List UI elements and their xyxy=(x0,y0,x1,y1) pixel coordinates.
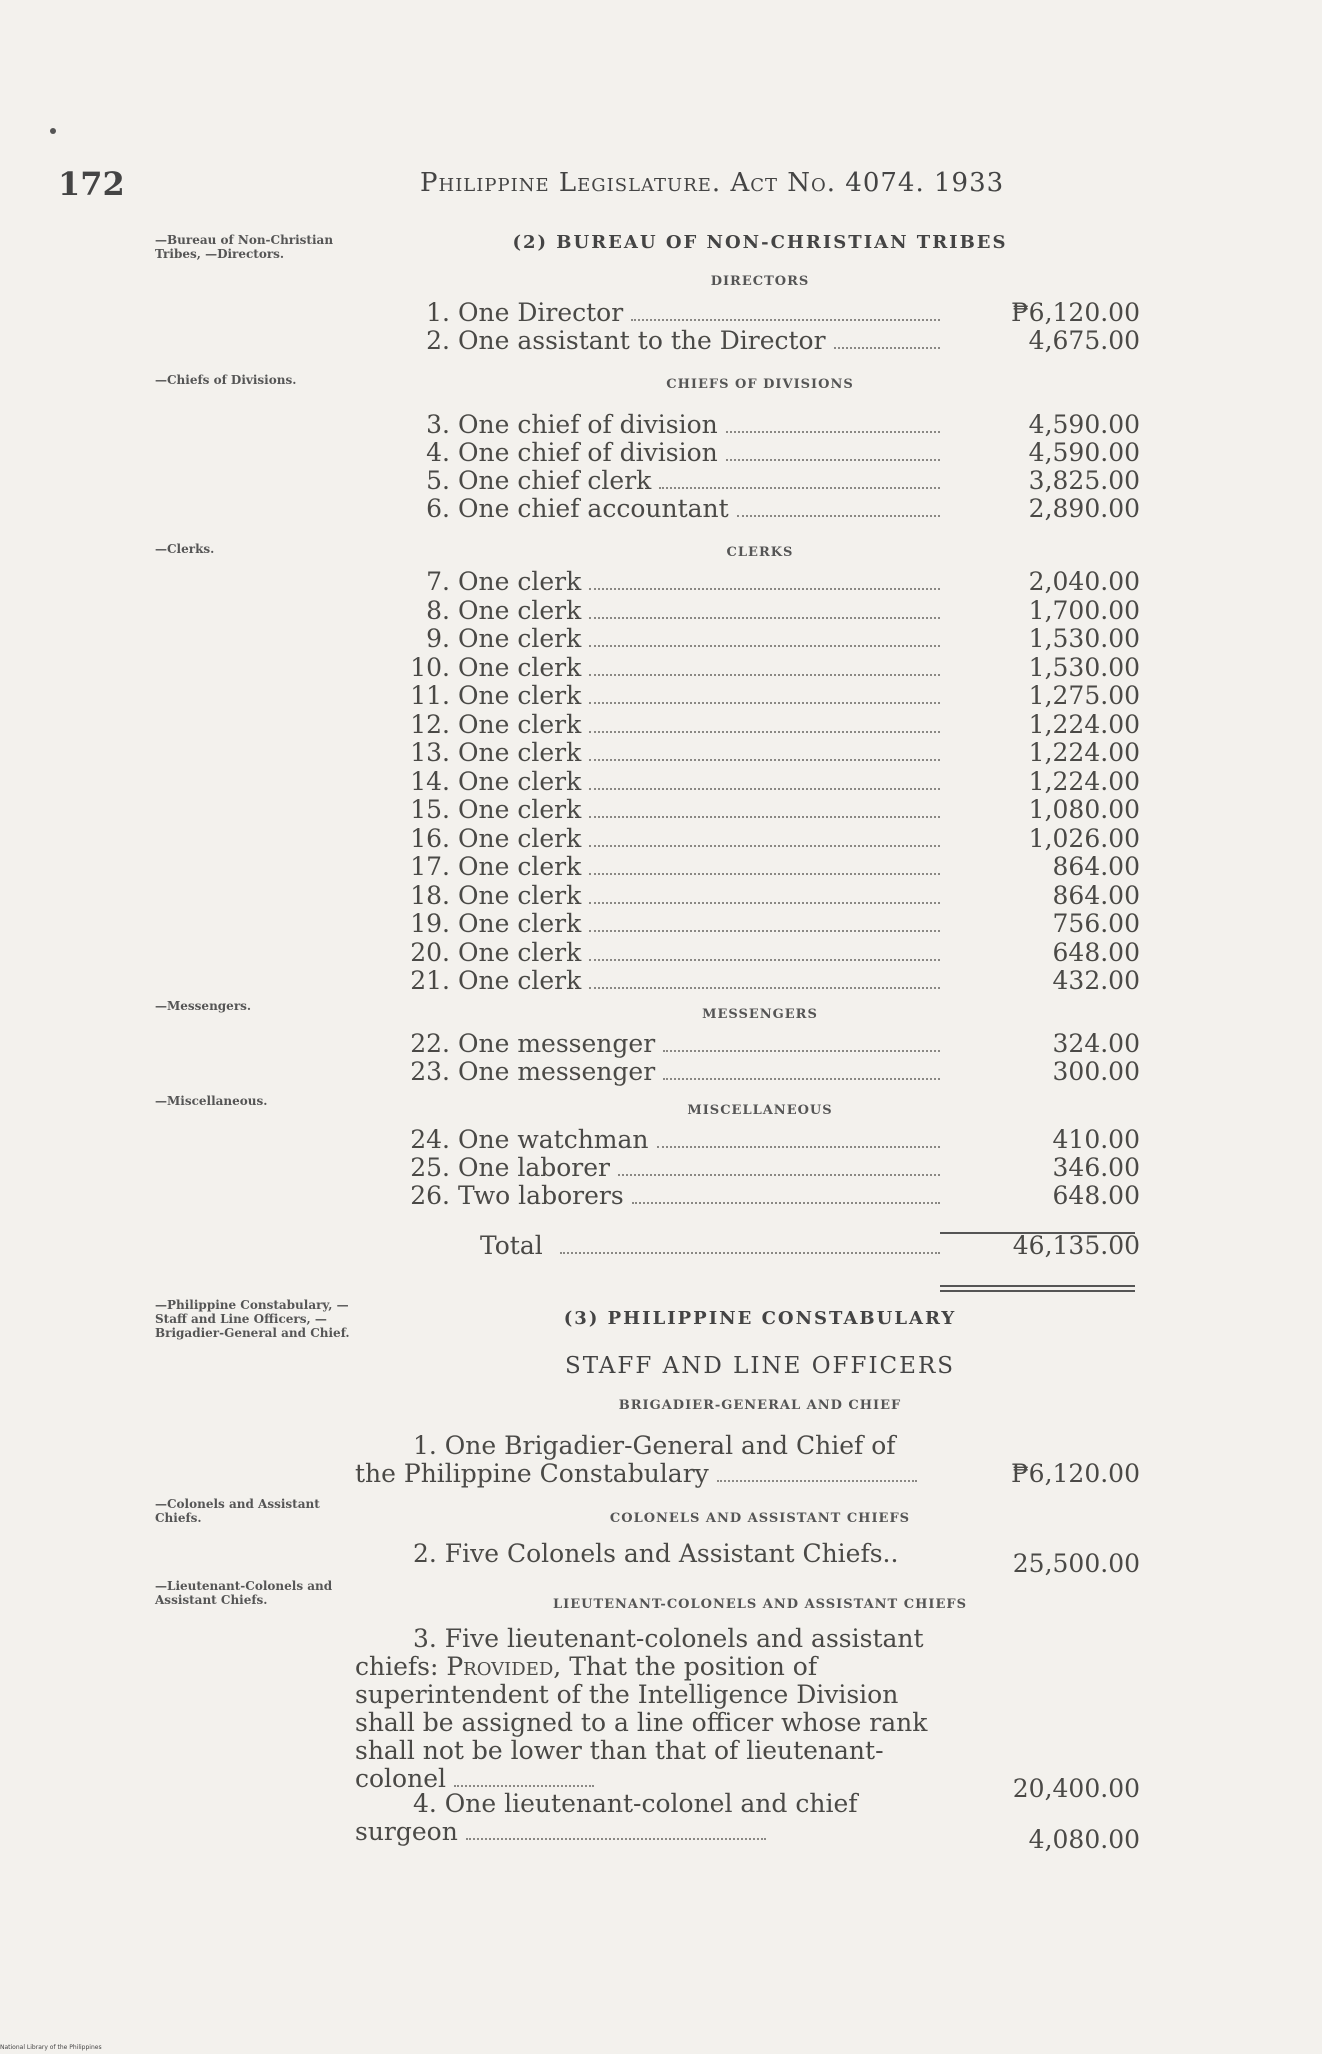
item-ltcolonels-amount: 20,400.00 xyxy=(1012,1774,1140,1803)
dot-leader xyxy=(589,731,940,733)
heading-messengers: MESSENGERS xyxy=(702,1007,818,1022)
line-item xyxy=(400,299,1140,327)
item-brigadier xyxy=(355,1432,1140,1492)
line-item-description: One chief accountant xyxy=(458,494,729,523)
leader xyxy=(717,1480,917,1482)
margin-note-bureau: —Bureau of Non-Christian Tribes, —Directors. xyxy=(155,233,334,261)
leader xyxy=(454,1785,594,1787)
line-item-description: One clerk xyxy=(458,966,582,995)
line-item-description: One chief of division xyxy=(458,438,718,467)
line-item-amount: 1,275.00 xyxy=(1028,681,1140,710)
heading-brigadier: BRIGADIER-GENERAL AND CHIEF xyxy=(618,1398,902,1413)
line-item-number: 16. xyxy=(410,823,450,853)
margin-note-constabulary: —Philippine Constabulary, —Staff and Line Officers, —Brigadier-General and Chief. xyxy=(155,1298,350,1340)
dot-leader xyxy=(657,1146,940,1148)
line-item-description: One clerk xyxy=(458,823,582,853)
line-item-description: One clerk xyxy=(458,567,582,596)
line-item xyxy=(400,910,1140,938)
line-item-number: 25. xyxy=(410,1153,450,1182)
line-item-number: 5. xyxy=(426,466,450,495)
item-ltcolonels xyxy=(355,1624,1140,1803)
line-item-amount: 2,040.00 xyxy=(1028,567,1140,596)
margin-note-messengers: —Messengers. xyxy=(155,999,252,1013)
line-item-amount: 3,825.00 xyxy=(1028,466,1140,495)
line-item-number: 17. xyxy=(410,852,450,881)
line-item xyxy=(400,682,1140,710)
line-item-amount: 4,590.00 xyxy=(1028,438,1140,467)
line-item-number: 1. xyxy=(426,298,450,327)
line-item-number: 4. xyxy=(426,438,450,467)
line-item-amount: 864.00 xyxy=(1052,880,1140,910)
subtitle-staff-line: STAFF AND LINE OFFICERS xyxy=(564,1353,956,1379)
line-item-amount: 1,530.00 xyxy=(1028,652,1140,682)
line-item-number: 13. xyxy=(410,738,450,767)
margin-note-clerks: —Clerks. xyxy=(155,542,215,556)
total-label: Total xyxy=(480,1231,543,1260)
total-row xyxy=(400,1232,1140,1260)
line-item xyxy=(400,939,1140,967)
line-item xyxy=(400,768,1140,796)
dot-leader xyxy=(663,1050,940,1052)
line-item xyxy=(400,625,1140,653)
line-item-description: One laborer xyxy=(458,1153,610,1182)
line-item-number: 10. xyxy=(410,652,450,682)
line-item-number: 3. xyxy=(426,410,450,439)
line-item xyxy=(400,1182,1140,1210)
line-item xyxy=(400,568,1140,596)
line-item-amount: 2,890.00 xyxy=(1028,494,1140,523)
item-surgeon-amount: 4,080.00 xyxy=(1028,1825,1140,1854)
item-ltcolonels-text: 3. Five lieutenant-colonels and assistant chiefs: Provided, That the position of superintendent of the Intelligence Division shall be assigned to a line officer whose rank shall not be lower than that of lieutenant-colonel xyxy=(355,1624,928,1793)
section-title-constabulary: (3) PHILIPPINE CONSTABULARY xyxy=(563,1308,957,1329)
line-item xyxy=(400,495,1140,523)
line-item-amount: 648.00 xyxy=(1052,1181,1140,1210)
dot-leader xyxy=(618,1174,940,1176)
line-item-amount: 756.00 xyxy=(1052,909,1140,938)
line-item-number: 21. xyxy=(410,966,450,995)
line-item-number: 14. xyxy=(410,766,450,796)
line-item xyxy=(400,1154,1140,1182)
line-item-amount: 1,080.00 xyxy=(1028,795,1140,824)
line-item-description: One clerk xyxy=(458,880,582,910)
heading-clerks: CLERKS xyxy=(726,545,794,560)
line-item-description: One clerk xyxy=(458,738,582,767)
dot-leader xyxy=(589,816,940,818)
dot-leader xyxy=(834,347,940,349)
line-item-number: 24. xyxy=(410,1125,450,1154)
line-item-description: One watchman xyxy=(458,1125,649,1154)
dot-leader xyxy=(589,930,940,932)
line-item xyxy=(400,711,1140,739)
line-item-description: One chief clerk xyxy=(458,466,652,495)
dot-leader xyxy=(589,788,940,790)
line-item-amount: 1,700.00 xyxy=(1028,595,1140,625)
total-rule-bottom-2 xyxy=(940,1290,1135,1292)
line-item-amount: 864.00 xyxy=(1052,852,1140,881)
line-item-description: One clerk xyxy=(458,909,582,938)
line-item xyxy=(400,1058,1140,1086)
line-item-number: 12. xyxy=(410,709,450,739)
margin-note-chiefs: —Chiefs of Divisions. xyxy=(155,373,297,387)
line-item xyxy=(400,597,1140,625)
item-brigadier-text: 1. One Brigadier-General and Chief of the Philippine Constabulary xyxy=(355,1432,940,1488)
running-head: Philippine Legislature. Act No. 4074. 1933 xyxy=(420,168,1005,198)
line-item-number: 23. xyxy=(410,1057,450,1086)
total-rule-bottom-1 xyxy=(940,1285,1135,1287)
line-item-number: 26. xyxy=(410,1181,450,1210)
dot-leader xyxy=(663,1078,940,1080)
line-item xyxy=(400,1126,1140,1154)
dot-leader xyxy=(589,845,940,847)
section-title-bureau: (2) BUREAU OF NON-CHRISTIAN TRIBES xyxy=(512,232,1008,253)
line-item-number: 9. xyxy=(426,624,450,653)
dot-leader xyxy=(589,959,940,961)
item-surgeon-text: 4. One lieutenant-colonel and chief surgeon xyxy=(355,1789,858,1846)
line-item-amount: 324.00 xyxy=(1052,1029,1140,1058)
line-item-description: Two laborers xyxy=(458,1181,624,1210)
line-item xyxy=(400,825,1140,853)
line-item xyxy=(400,467,1140,495)
line-item xyxy=(400,739,1140,767)
line-item-number: 8. xyxy=(426,595,450,625)
dot-leader xyxy=(659,487,940,489)
line-item-amount: 410.00 xyxy=(1052,1125,1140,1154)
line-item-number: 11. xyxy=(410,681,450,710)
line-item-description: One clerk xyxy=(458,624,582,653)
line-item xyxy=(400,967,1140,995)
line-item-amount: 4,675.00 xyxy=(1028,326,1140,355)
heading-colonels: COLONELS AND ASSISTANT CHIEFS xyxy=(609,1511,911,1526)
line-item-description: One clerk xyxy=(458,681,582,710)
margin-note-misc: —Miscellaneous. xyxy=(155,1094,268,1108)
dot-leader xyxy=(631,319,940,321)
dot-leader xyxy=(737,515,940,517)
line-item-amount: 1,224.00 xyxy=(1028,738,1140,767)
line-item-amount: 300.00 xyxy=(1052,1057,1140,1086)
dot-leader xyxy=(589,588,940,590)
line-item-amount: 1,224.00 xyxy=(1028,766,1140,796)
dot-leader xyxy=(589,987,940,989)
line-item-amount: 1,530.00 xyxy=(1028,624,1140,653)
heading-chiefs: CHIEFS OF DIVISIONS xyxy=(666,377,854,392)
line-item-number: 2. xyxy=(426,326,450,355)
line-item-number: 19. xyxy=(410,909,450,938)
line-item-number: 15. xyxy=(410,795,450,824)
line-item xyxy=(400,411,1140,439)
line-item-amount: 1,026.00 xyxy=(1028,823,1140,853)
line-item-description: One clerk xyxy=(458,766,582,796)
line-item-amount: ₱6,120.00 xyxy=(1011,298,1140,327)
line-item xyxy=(400,1030,1140,1058)
total-leader xyxy=(560,1252,940,1254)
total-amount: 46,135.00 xyxy=(1012,1231,1140,1260)
dot-leader xyxy=(726,431,940,433)
dot-leader xyxy=(589,645,940,647)
line-item-description: One Director xyxy=(458,298,624,327)
line-item-amount: 648.00 xyxy=(1052,937,1140,967)
leader xyxy=(466,1838,766,1840)
line-item-number: 7. xyxy=(426,567,450,596)
line-item-description: One messenger xyxy=(458,1029,656,1058)
line-item-description: One clerk xyxy=(458,709,582,739)
line-item-description: One clerk xyxy=(458,795,582,824)
dot-leader xyxy=(589,759,940,761)
line-item-description: One messenger xyxy=(458,1057,656,1086)
item-colonels xyxy=(355,1540,1140,1580)
item-colonels-text: 2. Five Colonels and Assistant Chiefs.. xyxy=(413,1539,899,1568)
line-item-description: One clerk xyxy=(458,652,582,682)
line-item-number: 20. xyxy=(410,937,450,967)
line-item xyxy=(400,654,1140,682)
line-item-amount: 432.00 xyxy=(1052,966,1140,995)
line-item-description: One assistant to the Director xyxy=(458,326,826,355)
ink-dot xyxy=(50,128,56,134)
line-item-number: 18. xyxy=(410,880,450,910)
line-item xyxy=(400,439,1140,467)
heading-ltcolonels: LIEUTENANT-COLONELS AND ASSISTANT CHIEFS xyxy=(553,1597,967,1612)
line-item xyxy=(400,796,1140,824)
line-item-description: One clerk xyxy=(458,595,582,625)
dot-leader xyxy=(589,873,940,875)
footer-credit: National Library of the Philippines xyxy=(0,2044,102,2051)
dot-leader xyxy=(589,617,940,619)
dot-leader xyxy=(632,1202,940,1204)
item-surgeon xyxy=(355,1789,1140,1854)
dot-leader xyxy=(726,459,940,461)
line-item-number: 22. xyxy=(410,1029,450,1058)
line-item xyxy=(400,327,1140,355)
margin-note-colonels: —Colonels and Assistant Chiefs. xyxy=(155,1497,320,1525)
dot-leader xyxy=(589,674,940,676)
line-item xyxy=(400,853,1140,881)
dot-leader xyxy=(589,902,940,904)
line-item-description: One chief of division xyxy=(458,410,718,439)
heading-directors: DIRECTORS xyxy=(710,274,810,289)
dot-leader xyxy=(589,702,940,704)
line-item-amount: 1,224.00 xyxy=(1028,709,1140,739)
line-item-description: One clerk xyxy=(458,937,582,967)
line-item-description: One clerk xyxy=(458,852,582,881)
line-item-amount: 346.00 xyxy=(1052,1153,1140,1182)
line-item-number: 6. xyxy=(426,494,450,523)
line-item xyxy=(400,882,1140,910)
item-colonels-amount: 25,500.00 xyxy=(1012,1549,1140,1578)
line-item-amount: 4,590.00 xyxy=(1028,410,1140,439)
heading-misc: MISCELLANEOUS xyxy=(687,1103,833,1118)
margin-note-ltcolonels: —Lieutenant-Colonels and Assistant Chiefs. xyxy=(155,1579,333,1607)
page-number: 172 xyxy=(58,165,125,203)
item-brigadier-amount: ₱6,120.00 xyxy=(1011,1459,1140,1488)
